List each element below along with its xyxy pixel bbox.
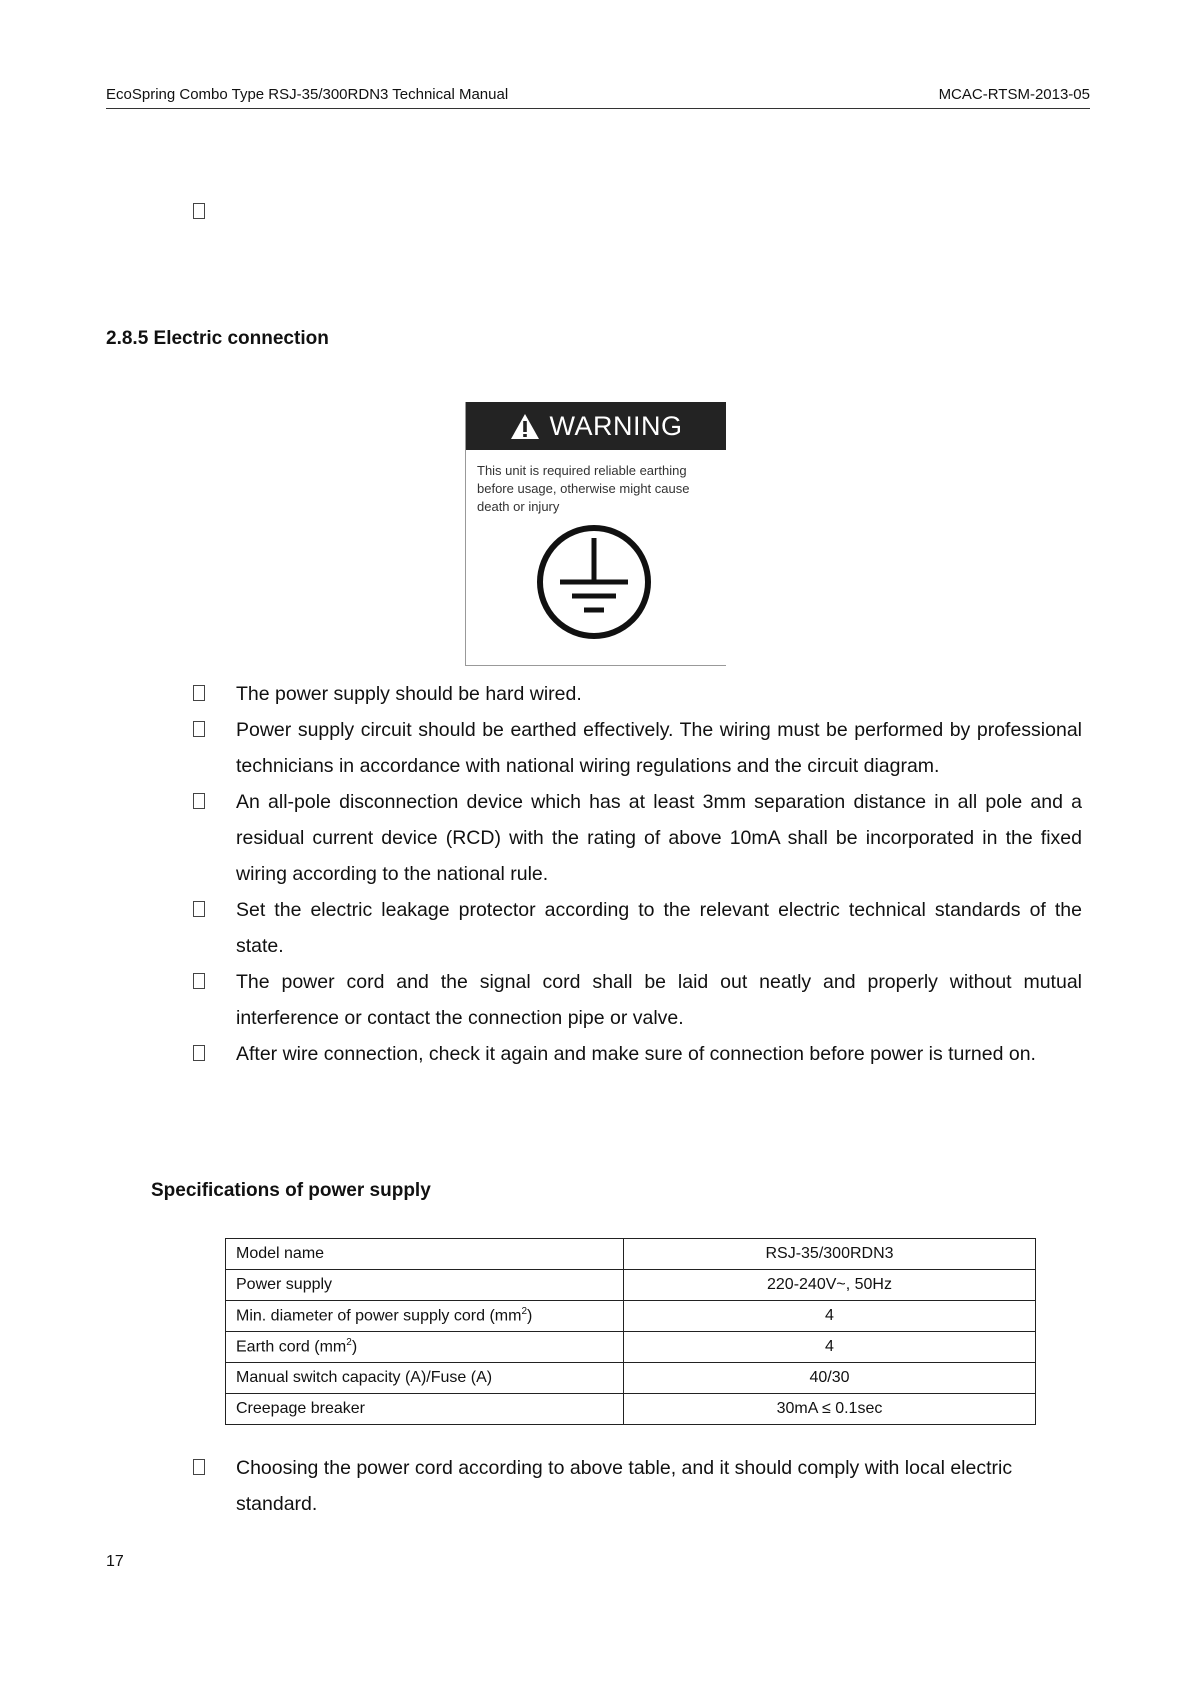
section-title: 2.8.5 Electric connection [106, 328, 329, 349]
list-item: Choosing the power cord according to above table, and it should comply with local electric standard. [192, 1450, 1082, 1522]
table-cell-value: 30mA ≤ 0.1sec [624, 1394, 1036, 1425]
table-cell-label: Model name [226, 1239, 624, 1270]
table-row [226, 1301, 1036, 1332]
table-row [226, 1394, 1036, 1425]
spec-title: Specifications of power supply [151, 1180, 431, 1201]
table-cell-value: 220-240V~, 50Hz [624, 1270, 1036, 1301]
table-cell-value: 40/30 [624, 1363, 1036, 1394]
table-row [226, 1270, 1036, 1301]
list-item: The power cord and the signal cord shall be laid out neatly and properly without mutual interference or contact the connection pipe or valve. [192, 964, 1082, 1036]
bullet-glyph-icon [193, 721, 205, 737]
header-doc-code: MCAC-RTSM-2013-05 [938, 86, 1090, 103]
power-spec-table [225, 1238, 1036, 1425]
table-cell-label: Creepage breaker [226, 1394, 624, 1425]
earth-ground-icon [532, 520, 656, 644]
list-item: Power supply circuit should be earthed effectively. The wiring must be performed by professional technicians in accordance with national wiring regulations and the circuit diagram. [192, 712, 1082, 784]
table-row [226, 1332, 1036, 1363]
table-cell-value: 4 [624, 1332, 1036, 1363]
power-cord-note [192, 1450, 1082, 1522]
wiring-instructions-list [192, 676, 1082, 1072]
missing-glyph-icon [193, 203, 205, 219]
table-row [226, 1363, 1036, 1394]
bullet-glyph-icon [193, 1459, 205, 1475]
table-cell-label: Power supply [226, 1270, 624, 1301]
bullet-glyph-icon [193, 901, 205, 917]
table-row [226, 1239, 1036, 1270]
warning-label [465, 402, 726, 666]
list-item: Set the electric leakage protector according to the relevant electric technical standards of the state. [192, 892, 1082, 964]
table-cell-value: RSJ-35/300RDN3 [624, 1239, 1036, 1270]
bullet-glyph-icon [193, 685, 205, 701]
table-cell-value: 4 [624, 1301, 1036, 1332]
list-item: An all-pole disconnection device which has at least 3mm separation distance in all pole and a residual current device (RCD) with the rating of above 10mA shall be incorporated in the fixed wiring according to the national rule. [192, 784, 1082, 892]
bullet-glyph-icon [193, 1045, 205, 1061]
list-item: After wire connection, check it again and make sure of connection before power is turned on. [192, 1036, 1082, 1072]
table-cell-label: Min. diameter of power supply cord $(mm^2)$ [226, 1301, 624, 1332]
table-cell-label: Manual switch capacity (A)/Fuse (A) [226, 1363, 624, 1394]
list-item: The power supply should be hard wired. [192, 676, 1082, 712]
header-title: EcoSpring Combo Type RSJ-35/300RDN3 Technical Manual [106, 86, 509, 103]
warning-text: This unit is required reliable earthing before usage, otherwise might cause death or injury [477, 463, 690, 514]
warning-triangle-icon [510, 413, 540, 440]
warning-banner [466, 402, 726, 450]
warning-heading: WARNING [549, 410, 683, 441]
page-header [106, 86, 1090, 109]
bullet-glyph-icon [193, 973, 205, 989]
bullet-glyph-icon [193, 793, 205, 809]
table-cell-label: Earth cord $(mm^2)$ [226, 1332, 624, 1363]
page-number: 17 [106, 1553, 124, 1570]
